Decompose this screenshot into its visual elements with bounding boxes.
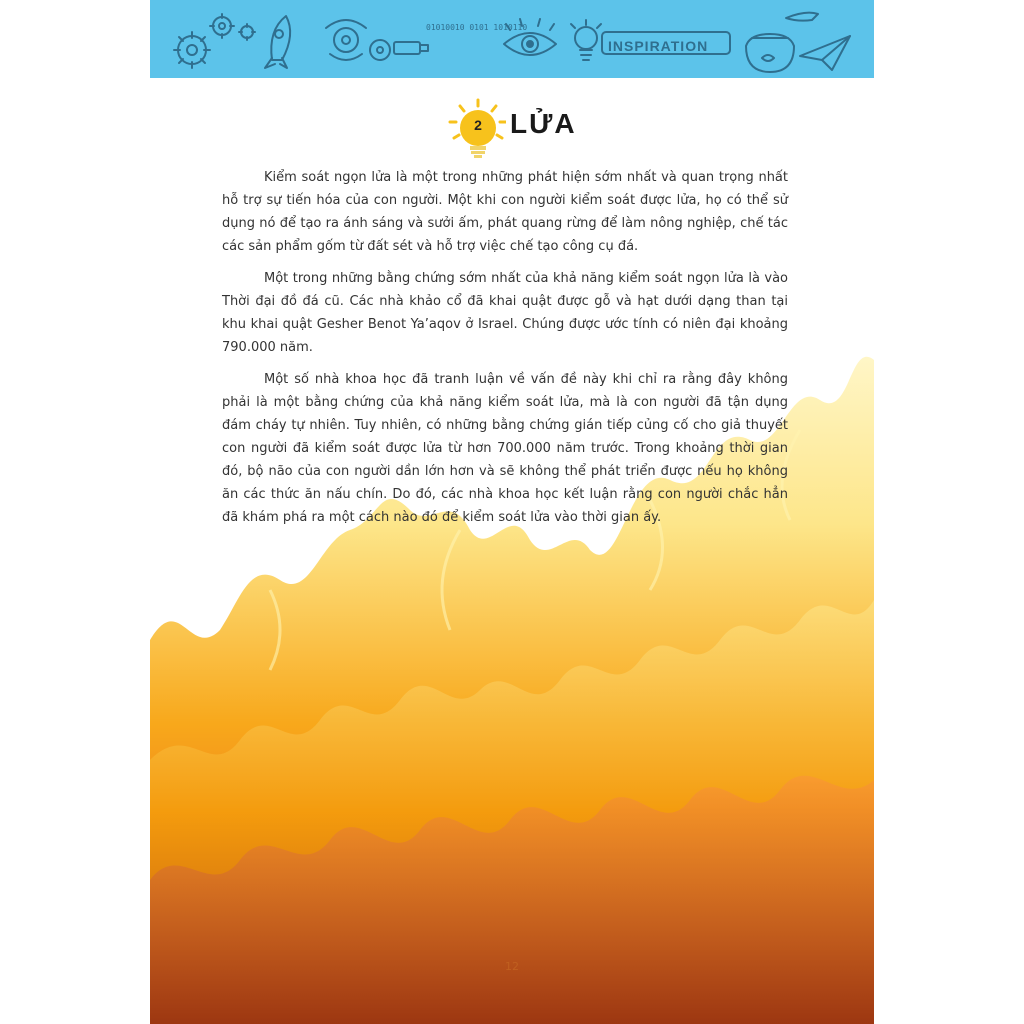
page-number: 12 [505, 960, 519, 973]
body-text [222, 166, 788, 538]
usb-icon [394, 42, 428, 54]
atom-icon [326, 20, 366, 60]
paragraph-3: Một số nhà khoa học đã tranh luận về vấn đề này khi chỉ ra rằng đây không phải là một bằng chứng của khả năng kiểm soát lửa, mà là con người đã tận dụng đám cháy tự nhiên. Tuy nhiên, có những bằng chứng gián tiếp củng cố cho giả thuyết con người đã kiểm soát được lửa từ hơn 700.000 năm trước. Trong khoảng thời gian đó, bộ não của con người dần lớn hơn và sẽ không thể phát triển được nếu họ không ăn các thức ăn nấu chín. Do đó, các nhà khoa học kết luận rằng con người chắc hẳn đã khám phá ra một cách nào đó để kiểm soát lửa vào thời gian ấy. [222, 372, 788, 525]
section-number: 2 [474, 117, 482, 133]
paragraph-1: Kiểm soát ngọn lửa là một trong những phát hiện sớm nhất và quan trọng nhất hỗ trợ sự tiến hóa của con người. Một khi con người kiểm soát được lửa, họ có thể sử dụng nó để tạo ra ánh sáng và sưởi ấm, phát quang rừng để làm nông nghiệp, chế tác các sản phẩm gốm từ đất sét và hỗ trợ việc chế tạo công cụ đá. [222, 170, 788, 254]
small-gear-icon [210, 14, 234, 38]
lightbulb-icon [571, 20, 601, 60]
book-page [150, 0, 874, 1024]
paragraph-2: Một trong những bằng chứng sớm nhất của khả năng kiểm soát ngọn lửa là vào Thời đại đồ đá cũ. Các nhà khảo cổ đã khai quật được gỗ và hạt dưới dạng than tại khu khai quật Gesher Benot Ya’aqov ở Israel. Chúng được ước tính có niên đại khoảng 790.000 năm. [222, 271, 788, 355]
header-banner [150, 0, 874, 78]
gear-icon [174, 32, 210, 68]
binary-text: 01010010 0101 1010110 [426, 23, 528, 32]
banner-label: INSPIRATION [608, 38, 709, 54]
fishbowl-icon [746, 34, 794, 72]
section-heading [446, 98, 626, 158]
paper-plane-icon [800, 36, 850, 70]
banner-doodles [150, 0, 874, 78]
disc-icon [370, 40, 390, 60]
small-gear-icon-2 [239, 24, 255, 40]
small-plane-icon [786, 13, 818, 21]
section-title: LỬA [510, 108, 577, 139]
rocket-icon [265, 16, 290, 68]
